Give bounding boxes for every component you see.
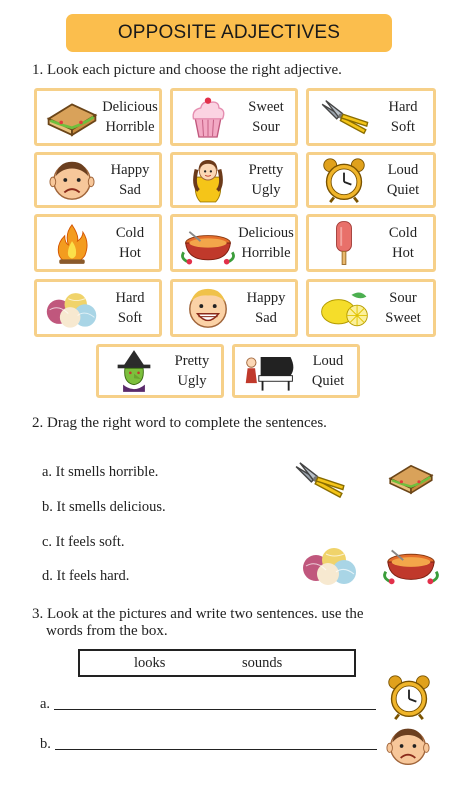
witch-icon	[105, 348, 163, 394]
sentence-b[interactable]: b. It smells delicious.	[42, 499, 166, 515]
question-3-line-1: 3. Look at the pictures and write two sentences. use the	[32, 606, 364, 622]
pliers-icon	[315, 94, 373, 140]
option-top[interactable]: Pretty	[174, 353, 210, 369]
option-top[interactable]: Cold	[115, 225, 145, 241]
option-bottom[interactable]: Hot	[119, 245, 141, 261]
option-top[interactable]: Sweet	[248, 99, 284, 115]
card-fire[interactable]	[34, 214, 162, 272]
sad-face-icon	[386, 724, 430, 768]
question-3-prompt	[32, 606, 364, 640]
option-bottom[interactable]: Soft	[117, 310, 143, 326]
cupcake-icon	[179, 94, 237, 140]
option-bottom[interactable]: Horrible	[105, 119, 155, 135]
card-food-bowl[interactable]	[170, 214, 298, 272]
card-witch[interactable]	[96, 344, 224, 398]
option-top[interactable]: Hard	[115, 290, 145, 306]
sad-face-icon	[43, 157, 101, 203]
card-pliers[interactable]	[306, 88, 436, 146]
answer-rule-b[interactable]	[55, 749, 377, 750]
question-2-prompt: 2. Drag the right word to complete the sentences.	[32, 415, 327, 431]
card-princess[interactable]	[170, 152, 298, 208]
lemon-icon	[315, 285, 373, 331]
food-bowl-icon	[179, 220, 237, 266]
fire-icon	[43, 220, 101, 266]
option-top[interactable]: Loud	[312, 353, 344, 369]
sentence-c[interactable]: c. It feels soft.	[42, 534, 125, 550]
option-top[interactable]: Sour	[389, 290, 417, 306]
word-box-word-2: sounds	[242, 654, 283, 671]
yarn-balls-icon[interactable]	[300, 542, 360, 586]
card-lemon[interactable]	[306, 279, 436, 337]
answer-label-b: b.	[40, 736, 51, 752]
card-sad-face[interactable]	[34, 152, 162, 208]
piano-icon	[241, 348, 299, 394]
option-top[interactable]: Cold	[388, 225, 418, 241]
pliers-icon[interactable]	[290, 458, 348, 502]
option-bottom[interactable]: Quiet	[386, 182, 420, 198]
option-top[interactable]: Pretty	[248, 162, 284, 178]
alarm-clock-icon	[315, 157, 373, 203]
question-1-prompt: 1. Look each picture and choose the right adjective.	[32, 62, 342, 78]
option-top[interactable]: Happy	[246, 290, 286, 306]
option-bottom[interactable]: Sad	[119, 182, 141, 198]
answer-rule-a[interactable]	[54, 709, 376, 710]
sentence-d[interactable]: d. It feels hard.	[42, 568, 130, 584]
option-bottom[interactable]: Soft	[390, 119, 416, 135]
card-sandwich[interactable]	[34, 88, 162, 146]
option-top[interactable]: Happy	[110, 162, 150, 178]
card-happy-face[interactable]	[170, 279, 298, 337]
sentence-a[interactable]: a. It smells horrible.	[42, 464, 159, 480]
card-ice-pop[interactable]	[306, 214, 436, 272]
option-bottom[interactable]: Ugly	[251, 182, 281, 198]
alarm-clock-icon	[386, 674, 432, 720]
worksheet-title: OPPOSITE ADJECTIVES	[66, 14, 392, 52]
card-piano[interactable]	[232, 344, 360, 398]
option-top[interactable]: Loud	[387, 162, 419, 178]
card-yarn-balls[interactable]	[34, 279, 162, 337]
card-alarm-clock[interactable]	[306, 152, 436, 208]
option-top[interactable]: Hard	[388, 99, 418, 115]
option-top[interactable]: Delicious	[102, 99, 158, 115]
princess-icon	[179, 157, 237, 203]
option-bottom[interactable]: Sour	[252, 119, 280, 135]
option-bottom[interactable]: Sad	[255, 310, 277, 326]
option-bottom[interactable]: Hot	[392, 245, 414, 261]
answer-label-a: a.	[40, 696, 51, 712]
food-bowl-icon[interactable]	[382, 538, 440, 586]
card-cupcake[interactable]	[170, 88, 298, 146]
option-bottom[interactable]: Horrible	[241, 245, 291, 261]
yarn-balls-icon	[43, 285, 101, 331]
question-3-line-2: words from the box.	[46, 623, 168, 639]
option-bottom[interactable]: Sweet	[385, 310, 421, 326]
ice-pop-icon	[315, 220, 373, 266]
happy-face-icon	[179, 285, 237, 331]
sandwich-icon[interactable]	[386, 458, 436, 496]
sandwich-icon	[43, 94, 101, 140]
option-bottom[interactable]: Ugly	[177, 373, 207, 389]
option-bottom[interactable]: Quiet	[311, 373, 345, 389]
word-box-word-1: looks	[134, 654, 166, 671]
word-box	[78, 649, 356, 677]
option-top[interactable]: Delicious	[238, 225, 294, 241]
answer-line-b[interactable]	[40, 736, 377, 753]
answer-line-a[interactable]	[40, 696, 376, 713]
